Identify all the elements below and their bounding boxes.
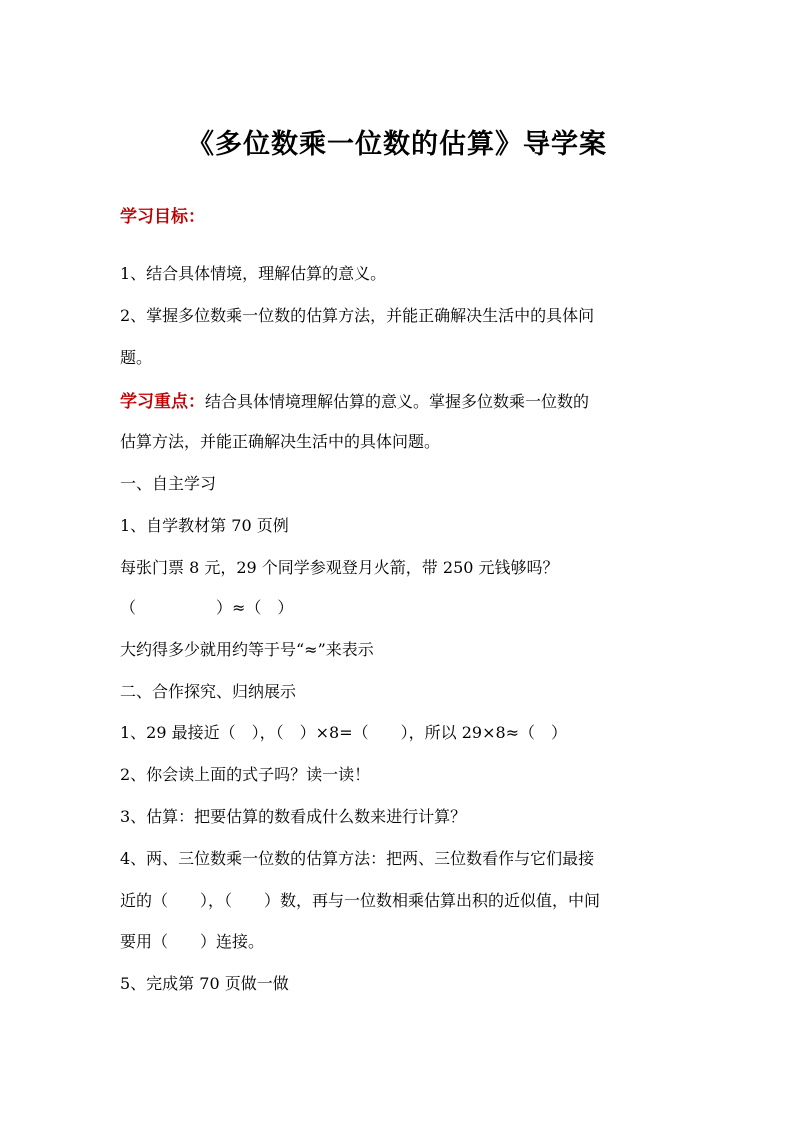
focus-heading: 学习重点： [120,392,205,412]
part2-item-4-line-3: 要用（ ）连接。 [120,932,265,951]
focus-text-1: 结合具体情境理解估算的意义。掌握多位数乘一位数的 [205,392,590,411]
part1-note: 大约得多少就用约等于号“≈”来表示 [120,640,374,659]
part1-question: 每张门票 8 元，29 个同学参观登月火箭，带 250 元钱够吗？ [120,558,559,577]
part2-item-4-line-1: 4、两、三位数乘一位数的估算方法：把两、三位数看作与它们最接 [120,849,595,868]
part2-item-2: 2、你会读上面的式子吗？读一读！ [120,765,371,784]
part2-heading: 二、合作探究、归纳展示 [120,682,297,701]
part1-item-1: 1、自学教材第 70 页例 [120,516,289,535]
part2-item-4-line-2: 近的（ ），（ ）数，再与一位数相乘估算出积的近似值，中间 [120,891,601,910]
part1-blank-equation: （ ）≈（ ） [120,598,294,617]
focus-line-1 [120,387,680,412]
part2-item-3: 3、估算：把要估算的数看成什么数来进行计算？ [120,807,467,826]
focus-line-2: 估算方法，并能正确解决生活中的具体问题。 [120,432,441,451]
goal-item-2-line-1: 2、掌握多位数乘一位数的估算方法，并能正确解决生活中的具体问 [120,306,595,325]
page-title: 《多位数乘一位数的估算》导学案 [187,129,607,160]
goal-item-2-line-2: 题。 [120,348,153,367]
part2-item-5: 5、完成第 70 页做一做 [120,974,289,993]
goals-heading: 学习目标： [120,207,205,227]
part2-item-1: 1、29 最接近（ ），（ ）×8=（ ），所以 29×8≈（ ） [120,723,568,742]
goal-item-1: 1、结合具体情境，理解估算的意义。 [120,264,387,283]
part1-heading: 一、自主学习 [120,474,217,493]
